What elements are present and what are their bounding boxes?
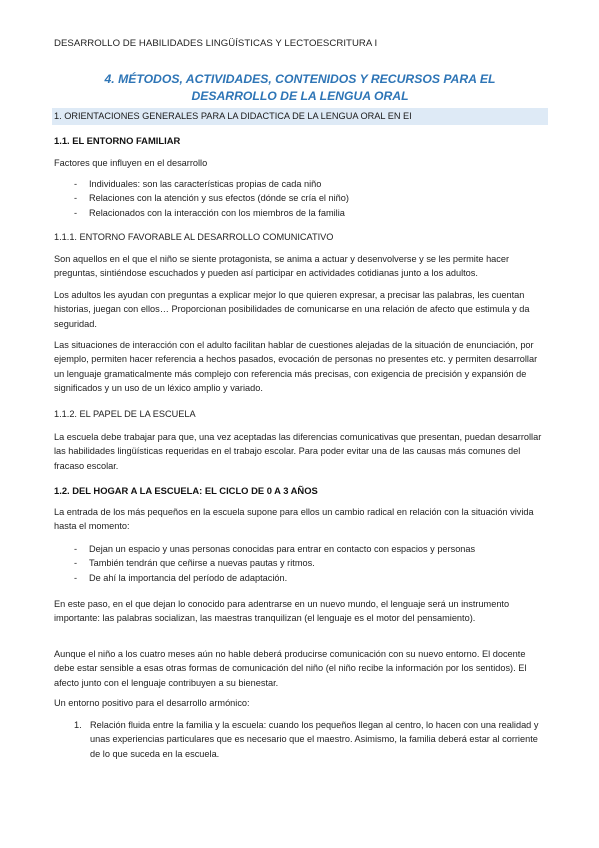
chapter-title (54, 71, 546, 104)
paragraph: Son aquellos en el que el niño se siente protagonista, se anima a actuar y desenvolverse y se les permite hacer preguntas, sintiéndose escuchados y pueden así participar en actividades cotidianas junto a los adultos. (54, 254, 510, 279)
list-number: 1. (74, 720, 82, 730)
subsection-heading-1-1: 1.1. EL ENTORNO FAMILIAR (54, 135, 181, 146)
paragraph: La entrada de los más pequeños en la escuela supone para ellos un cambio radical en relación con la situación vivida hasta el momento: (54, 507, 534, 532)
dash-bullet: - (74, 558, 78, 569)
list-item: 1. Relación fluida entre la familia y la escuela: cuando los pequeños llegan al centro, lo hacen con una realidad y unas experiencias particulares que es necesario que el maestro. Asimismo, la familia deberá estar al corriente de lo que suceda en la escuela. (74, 720, 539, 759)
dash-bullet: - (74, 193, 78, 204)
list-item: - Dejan un espacio y unas personas conocidas para entrar en contacto con espacios y personas (54, 542, 546, 556)
list-item: - De ahí la importancia del período de adaptación. (54, 571, 546, 585)
paragraph: Los adultos les ayudan con preguntas a explicar mejor lo que quieren expresar, a precisar las palabras, les cuentan historias, juegan con ellos… Proporcionan posibilidades de comunicarse en una relación de afecto que estimula y da seguridad. (54, 290, 530, 329)
subsection-heading-1-2: 1.2. DEL HOGAR A LA ESCUELA: EL CICLO DE 0 A 3 AÑOS (54, 485, 318, 496)
chapter-title-line1: 4. MÉTODOS, ACTIVIDADES, CONTENIDOS Y RECURSOS PARA EL (104, 72, 496, 86)
list-item: - Individuales: son las características propias de cada niño (54, 177, 546, 191)
paragraph: Un entorno positivo para el desarrollo armónico: (54, 698, 250, 708)
section-heading: 1. ORIENTACIONES GENERALES PARA LA DIDACTICA DE LA LENGUA ORAL EN EI (52, 108, 548, 125)
dash-bullet: - (74, 544, 78, 554)
factors-list (54, 177, 546, 220)
dash-bullet: - (74, 179, 78, 189)
subsection-heading-1-1-2: 1.1.2. EL PAPEL DE LA ESCUELA (54, 409, 196, 419)
dash-bullet: - (74, 207, 78, 218)
dash-bullet: - (74, 572, 78, 583)
paragraph: Aunque el niño a los cuatro meses aún no hable deberá producirse comunicación con su nuevo entorno. El docente debe estar sensible a esas otras formas de comunicación del niño (el niño recibe la información por los sentidos). El afecto junto con el lenguaje contribuyen a su bienestar. (54, 649, 527, 688)
paragraph: En este paso, en el que dejan lo conocido para adentrarse en un nuevo mundo, el lenguaje será un instrumento importante: las palabras socializan, las maestras tranquilizan (el lenguaje es el motor del pensamiento). (54, 599, 510, 624)
subsection-heading-1-1-1: 1.1.1. ENTORNO FAVORABLE AL DESARROLLO COMUNICATIVO (54, 232, 334, 242)
paragraph: La escuela debe trabajar para que, una vez aceptadas las diferencias comunicativas que presentan, puedan desarrollar las habilidades lingüísticas requeridas en el trabajo escolar. Para poder evitar una de las causas más comunes del fracaso escolar. (54, 432, 542, 471)
list-item: - También tendrán que ceñirse a nuevas pautas y ritmos. (54, 556, 546, 570)
list-item: - Relaciones con la atención y sus efectos (dónde se cría el niño) (54, 191, 546, 205)
page-header: DESARROLLO DE HABILIDADES LINGÜÍSTICAS Y LECTOESCRITURA I (54, 38, 378, 49)
paragraph: Las situaciones de interacción con el adulto facilitan hablar de cuestiones alejadas de la situación de enunciación, por ejemplo, permiten hacer referencia a hechos pasados, evocación de personas no presentes etc. y permiten desarrollar un lenguaje gramaticalmente más complejo con referencia más precisas, con exigencia de precisión y expansión de significados y un uso de un léxico amplio y variado. (54, 340, 538, 393)
chapter-title-line2: DESARROLLO DE LA LENGUA ORAL (191, 88, 409, 103)
list-item: - Relacionados con la interacción con los miembros de la familia (54, 206, 546, 220)
paragraph-factors-intro: Factores que influyen en el desarrollo (54, 158, 208, 168)
school-change-list (54, 542, 546, 585)
numbered-list (54, 718, 546, 761)
